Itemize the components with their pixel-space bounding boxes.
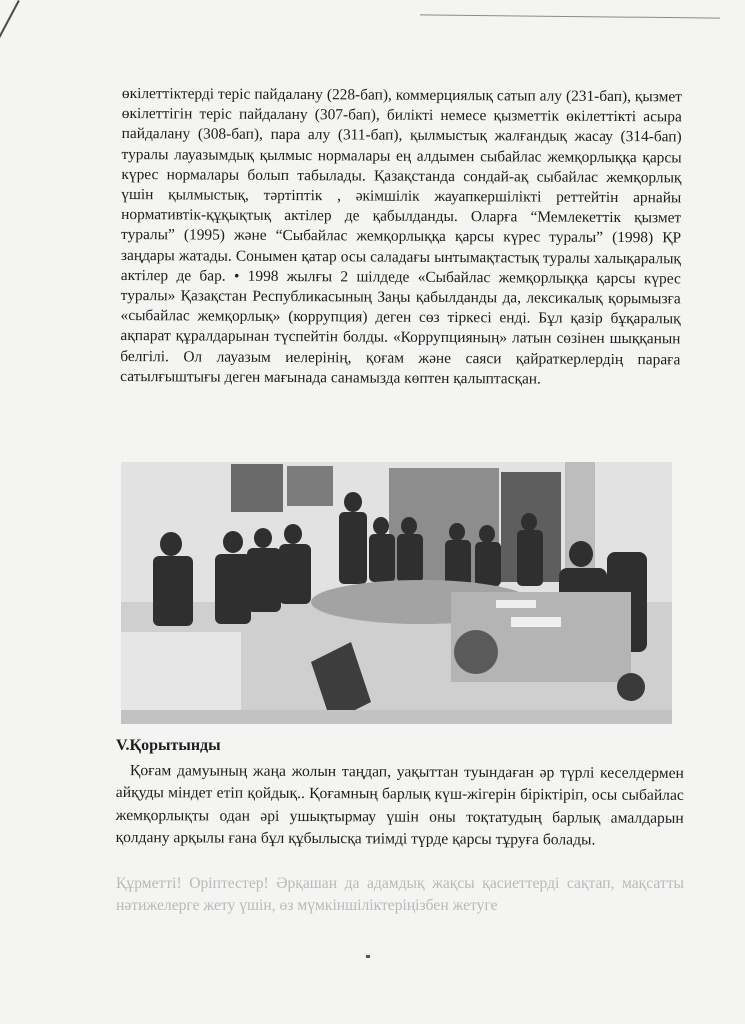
body-paragraph: өкілеттіктерді теріс пайдалану (228-бап), коммерциялық сатып алу (231-бап), қызмет өкілеттігін теріс пайдалану (307-бап), билікті немесе қызметтік өкілеттікті асыра пайдалану (308-бап), пара алу (311-бап), қылмыстық жалғандық жасау (314-бап) туралы лауазымдық қылмыс нормалары ең алдымен сыбайлас жемқорлыққа қарсы күрес нормалары болып табылады. Қазақстанда сондай-ақ сыбайлас жемқорлық үшін қылмыстық, тәртіптік , әкімшілік жауапкершілікті реттейтін арнайы нормативтік-құқықтық актілер де қабылданды. Оларға “Мемлекеттік қызмет туралы” (1995) және “Сыбайлас жемқорлыққа қарсы күрес туралы” (1998) ҚР заңдары жатады. Сонымен қатар осы саладағы ынтымақтастық туралы халықаралық актілер де бар. • 1998 жылғы 2 шілдеде «Сыбайлас жемқорлыққа қарсы күрес туралы» Қазақстан Республикасының Заңы қабылданды да, лексикалық қорымызға «сыбайлас жемқорлық» (коррупция) деген сөз тіркесі енді. Бұл қазір бұқаралық ақпарат құралдарынан түспейтін болды. «Коррупцияның» латын сөзінен шыққанын белгілі. Ол лауазым иелерінің, қоғам және саяси қайраткерлердің параға сатылғыштығы деген мағынада санамызда көптен қалыптасқан. [120,84,682,388]
scan-edge-line [0,0,20,85]
section-heading: V.Қорытынды [116,737,221,754]
page-mark [366,955,370,958]
document-body [122,84,682,387]
conclusion-paragraph: Қоғам дамуының жаңа жолын таңдап, уақыттан туындаған әр түрлі кеселдермен айқуды міндет етіп қойдық.. Қоғамның барлық күш-жігерін біріктіріп, осы сыбайлас жемқорлықты одан әрі ушықтырмау үшін оны тоқтатудың барлық амалдарын қолдану арқылы ғана бұл құбылысқа тиімді түрде қарсы тұруға болады. [115,762,684,849]
scan-top-line [420,14,720,18]
meeting-photo [121,462,672,724]
faded-paragraph: Құрметті! Оріптестер! Әрқашан да адамдық жақсы қасиеттерді сақтап, мақсатты нәтижелерге жету үшін, өз мүмкіншіліктеріңізбен жетуге [116,875,684,915]
